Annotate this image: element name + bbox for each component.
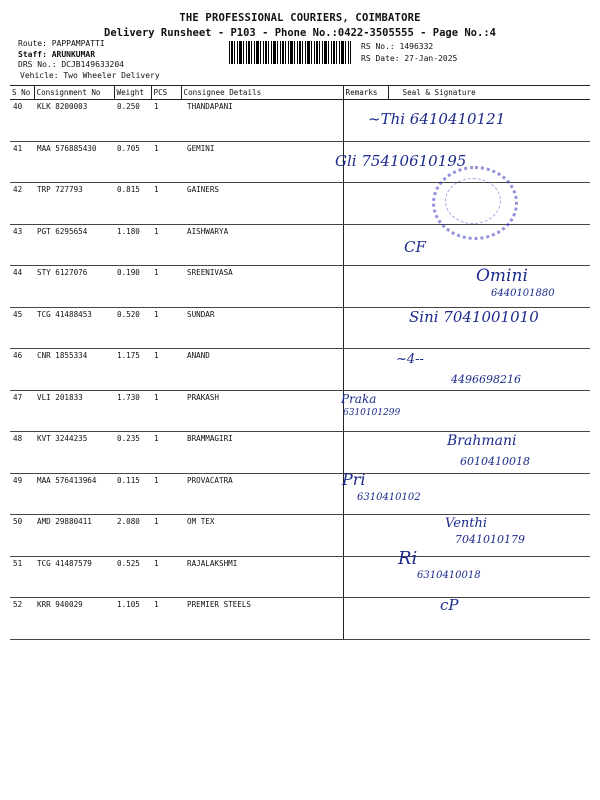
cell-weight: 1.175 — [114, 349, 151, 391]
col-header-remarks: Remarks — [343, 86, 388, 100]
col-header-signature: Seal & Signature — [388, 86, 590, 100]
phone-44: 6440101880 — [491, 288, 555, 299]
cell-sno: 41 — [10, 141, 34, 183]
phone-50: 7041010179 — [455, 533, 525, 546]
cell-consignee: RAJALAKSHMI — [181, 556, 343, 598]
cell-weight: 0.235 — [114, 432, 151, 474]
phone-49: 6310410102 — [357, 492, 421, 503]
cell-weight: 0.815 — [114, 183, 151, 225]
cell-consignee: BRAMMAGIRI — [181, 432, 343, 474]
cell-sno: 43 — [10, 224, 34, 266]
cell-consignment: TCG 41487579 — [34, 556, 114, 598]
cell-consignment: TCG 41488453 — [34, 307, 114, 349]
cell-weight: 0.250 — [114, 100, 151, 142]
cell-consignment: KVT 3244235 — [34, 432, 114, 474]
signature-48: Brahmani — [447, 433, 517, 449]
signature-52: cP — [440, 596, 459, 614]
cell-remarks — [343, 224, 388, 266]
table-row — [10, 473, 590, 515]
cell-consignee: THANDAPANI — [181, 100, 343, 142]
cell-consignee: PRAKASH — [181, 390, 343, 432]
col-header-consignment: Consignment No — [34, 86, 114, 100]
cell-pcs: 1 — [151, 432, 181, 474]
cell-pcs: 1 — [151, 183, 181, 225]
cell-consignee: OM TEX — [181, 515, 343, 557]
cell-weight: 0.520 — [114, 307, 151, 349]
cell-consignment: TRP 727793 — [34, 183, 114, 225]
cell-pcs: 1 — [151, 598, 181, 640]
cell-pcs: 1 — [151, 266, 181, 308]
table-row — [10, 390, 590, 432]
cell-weight: 0.190 — [114, 266, 151, 308]
company-title: THE PROFESSIONAL COURIERS, COIMBATORE — [179, 12, 421, 24]
signature-45: Sini 7041001010 — [409, 308, 539, 326]
barcode — [229, 41, 351, 64]
cell-consignment: VLI 201833 — [34, 390, 114, 432]
cell-consignment: MAA 576885430 — [34, 141, 114, 183]
cell-remarks — [343, 515, 388, 557]
cell-consignee: GEMINI — [181, 141, 343, 183]
phone-46: 4496698216 — [451, 373, 521, 386]
vehicle-label: Vehicle: Two Wheeler Delivery — [20, 70, 160, 80]
rs-date: RS Date: 27-Jan-2025 — [361, 53, 458, 63]
cell-consignee: PROVACATRA — [181, 473, 343, 515]
drs-number: DRS No.: DCJB149633204 — [18, 60, 124, 69]
runsheet-meta-right — [361, 41, 457, 64]
phone-48: 6010410018 — [460, 455, 530, 468]
cell-consignment: PGT 6295654 — [34, 224, 114, 266]
signature-47: Praka — [341, 392, 377, 406]
cell-remarks — [343, 307, 388, 349]
cell-consignee: PREMIER STEELS — [181, 598, 343, 640]
signature-44: Omini — [476, 266, 528, 286]
signature-43: CF — [404, 238, 426, 256]
rs-number: RS No.: 1496332 — [361, 42, 434, 51]
cell-weight: 1.180 — [114, 224, 151, 266]
cell-sno: 40 — [10, 100, 34, 142]
cell-sno: 52 — [10, 598, 34, 640]
cell-pcs: 1 — [151, 307, 181, 349]
cell-consignee: GAINERS — [181, 183, 343, 225]
cell-sno: 51 — [10, 556, 34, 598]
cell-sno: 48 — [10, 432, 34, 474]
cell-remarks — [343, 349, 388, 391]
runsheet-meta-left — [18, 39, 160, 81]
runsheet-subtitle: Delivery Runsheet - P103 - Phone No.:0422-3505555 - Page No.:4 — [104, 27, 496, 39]
cell-consignment: KRR 940029 — [34, 598, 114, 640]
signature-41: Gli 75410610195 — [335, 152, 467, 170]
cell-consignment: MAA 576413964 — [34, 473, 114, 515]
cell-pcs: 1 — [151, 349, 181, 391]
cell-consignee: AISHWARYA — [181, 224, 343, 266]
cell-weight: 0.705 — [114, 141, 151, 183]
cell-pcs: 1 — [151, 515, 181, 557]
cell-sno: 49 — [10, 473, 34, 515]
cell-sno: 45 — [10, 307, 34, 349]
cell-remarks — [343, 183, 388, 225]
cell-sno: 50 — [10, 515, 34, 557]
cell-remarks — [343, 598, 388, 640]
signature-46: ~4-- — [396, 352, 424, 367]
signature-40: ~Thi 6410410121 — [368, 110, 506, 128]
signature-50: Venthi — [445, 516, 488, 531]
cell-consignee: SREENIVASA — [181, 266, 343, 308]
phone-51: 6310410018 — [417, 570, 481, 581]
cell-remarks — [343, 432, 388, 474]
cell-pcs: 1 — [151, 556, 181, 598]
col-header-pcs: PCS — [151, 86, 181, 100]
office-seal-stamp-inner — [445, 178, 501, 224]
cell-pcs: 1 — [151, 224, 181, 266]
signature-51: Ri — [398, 548, 418, 569]
cell-weight: 0.525 — [114, 556, 151, 598]
cell-remarks — [343, 556, 388, 598]
cell-pcs: 1 — [151, 100, 181, 142]
route-label: Route: PAPPAMPATTI — [18, 39, 105, 48]
col-header-weight: Weight — [114, 86, 151, 100]
cell-weight: 1.730 — [114, 390, 151, 432]
table-header-row — [10, 86, 590, 100]
cell-consignee: SUNDAR — [181, 307, 343, 349]
table-row — [10, 556, 590, 598]
cell-consignee: ANAND — [181, 349, 343, 391]
cell-pcs: 1 — [151, 141, 181, 183]
col-header-sno: S No — [10, 86, 34, 100]
cell-pcs: 1 — [151, 473, 181, 515]
signature-49: Pri — [342, 470, 366, 489]
phone-47: 6310101299 — [343, 408, 401, 418]
delivery-table — [10, 85, 590, 640]
cell-sno: 42 — [10, 183, 34, 225]
cell-sno: 47 — [10, 390, 34, 432]
cell-signature — [388, 390, 590, 432]
cell-consignment: STY 6127076 — [34, 266, 114, 308]
cell-pcs: 1 — [151, 390, 181, 432]
cell-consignment: CNR 1855334 — [34, 349, 114, 391]
staff-label: Staff: ARUNKUMAR — [18, 49, 96, 59]
cell-consignment: AMD 29880411 — [34, 515, 114, 557]
table-row — [10, 598, 590, 640]
cell-remarks — [343, 266, 388, 308]
cell-weight: 0.115 — [114, 473, 151, 515]
col-header-consignee: Consignee Details — [181, 86, 343, 100]
cell-sno: 44 — [10, 266, 34, 308]
cell-weight: 1.105 — [114, 598, 151, 640]
cell-signature — [388, 598, 590, 640]
cell-consignment: KLK 8200003 — [34, 100, 114, 142]
cell-weight: 2.080 — [114, 515, 151, 557]
cell-sno: 46 — [10, 349, 34, 391]
